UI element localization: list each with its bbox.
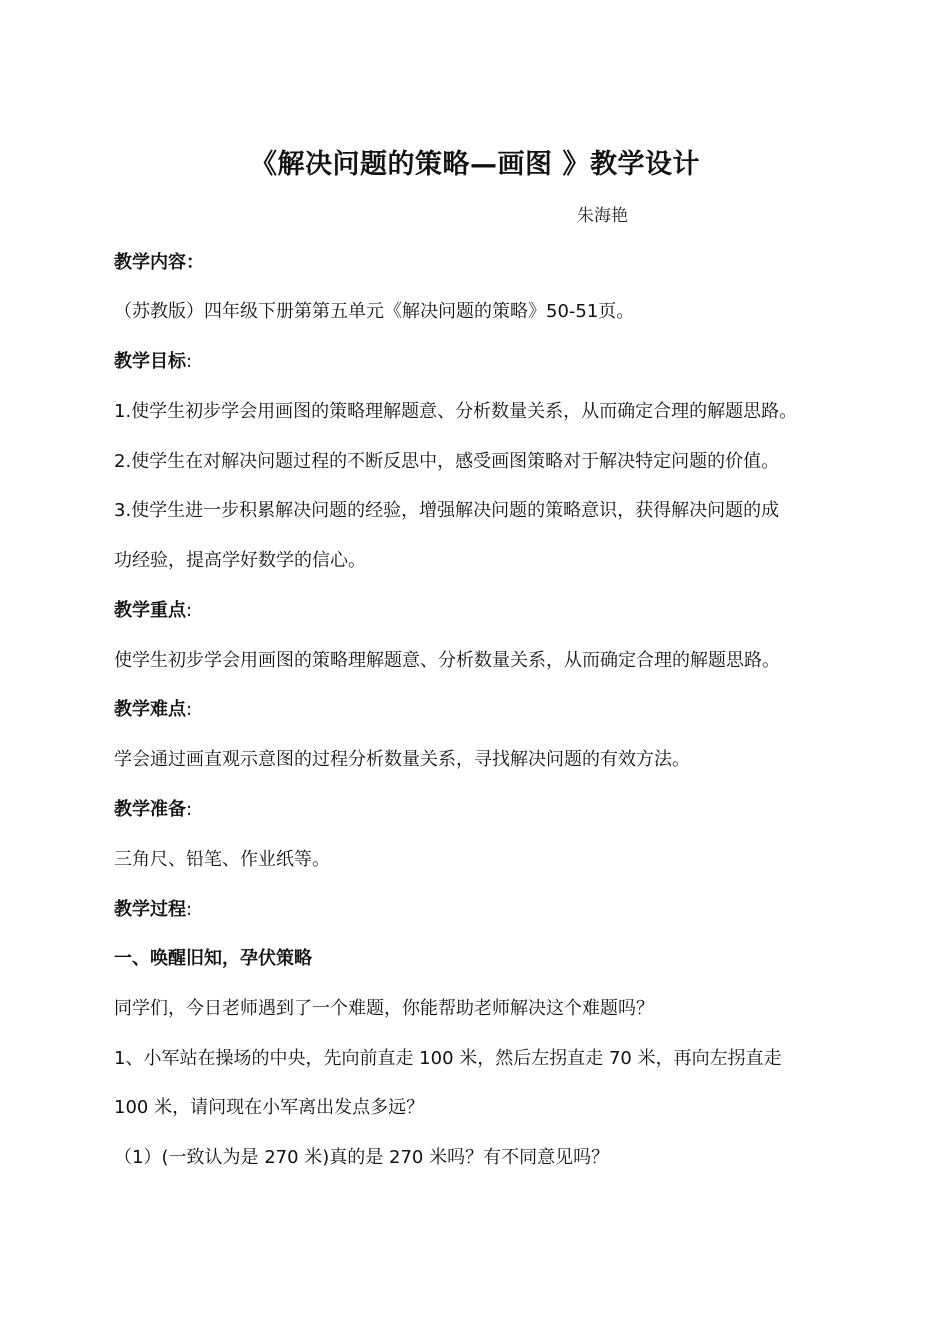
process-heading-label: 教学过程 <box>114 899 186 920</box>
goal-1: 1.使学生初步学会用画图的策略理解题意、分析数量关系，从而确定合理的解题思路。 <box>114 401 798 422</box>
key-heading-label: 教学重点 <box>114 600 186 621</box>
prep-heading-colon: : <box>186 799 193 820</box>
document-title: 《解决问题的策略—画图 》教学设计 <box>250 149 700 180</box>
content-heading: 教学内容： <box>114 252 204 273</box>
author-name: 朱海艳 <box>577 206 628 226</box>
goals-heading-label: 教学目标 <box>114 351 186 372</box>
prep-heading-label: 教学准备 <box>114 799 186 820</box>
goals-heading-colon: : <box>186 351 193 372</box>
content-text: （苏教版）四年级下册第第五单元《解决问题的策略》50-51页。 <box>114 301 635 322</box>
key-text: 使学生初步学会用画图的策略理解题意、分析数量关系，从而确定合理的解题思路。 <box>114 650 780 671</box>
prep-text: 三角尺、铅笔、作业纸等。 <box>114 849 330 870</box>
difficulty-heading-label: 教学难点 <box>114 699 186 720</box>
part1-line-3: 100 米，请问现在小军离出发点多远？ <box>114 1097 425 1118</box>
process-heading-colon: : <box>186 899 193 920</box>
part1-line-1: 同学们，今日老师遇到了一个难题，你能帮助老师解决这个难题吗？ <box>114 998 654 1019</box>
goal-2: 2.使学生在对解决问题过程的不断反思中，感受画图策略对于解决特定问题的价值。 <box>114 451 780 472</box>
key-heading <box>114 599 854 623</box>
difficulty-heading <box>114 698 854 722</box>
part1-line-4: （1）(一致认为是 270 米)真的是 270 米吗？有不同意见吗？ <box>114 1147 610 1168</box>
difficulty-text: 学会通过画直观示意图的过程分析数量关系，寻找解决问题的有效方法。 <box>114 749 690 770</box>
goals-heading <box>114 350 854 374</box>
goal-3: 3.使学生进一步积累解决问题的经验，增强解决问题的策略意识，获得解决问题的成 <box>114 500 780 521</box>
process-heading <box>114 898 854 922</box>
part1-line-2: 1、小军站在操场的中央，先向前直走 100 米，然后左拐直走 70 米，再向左拐直走 <box>114 1048 782 1069</box>
goal-3-continued: 功经验，提高学好数学的信心。 <box>114 550 366 571</box>
difficulty-heading-colon: : <box>186 699 193 720</box>
part1-heading: 一、唤醒旧知，孕伏策略 <box>114 948 312 969</box>
prep-heading <box>114 798 854 822</box>
key-heading-colon: : <box>186 600 193 621</box>
